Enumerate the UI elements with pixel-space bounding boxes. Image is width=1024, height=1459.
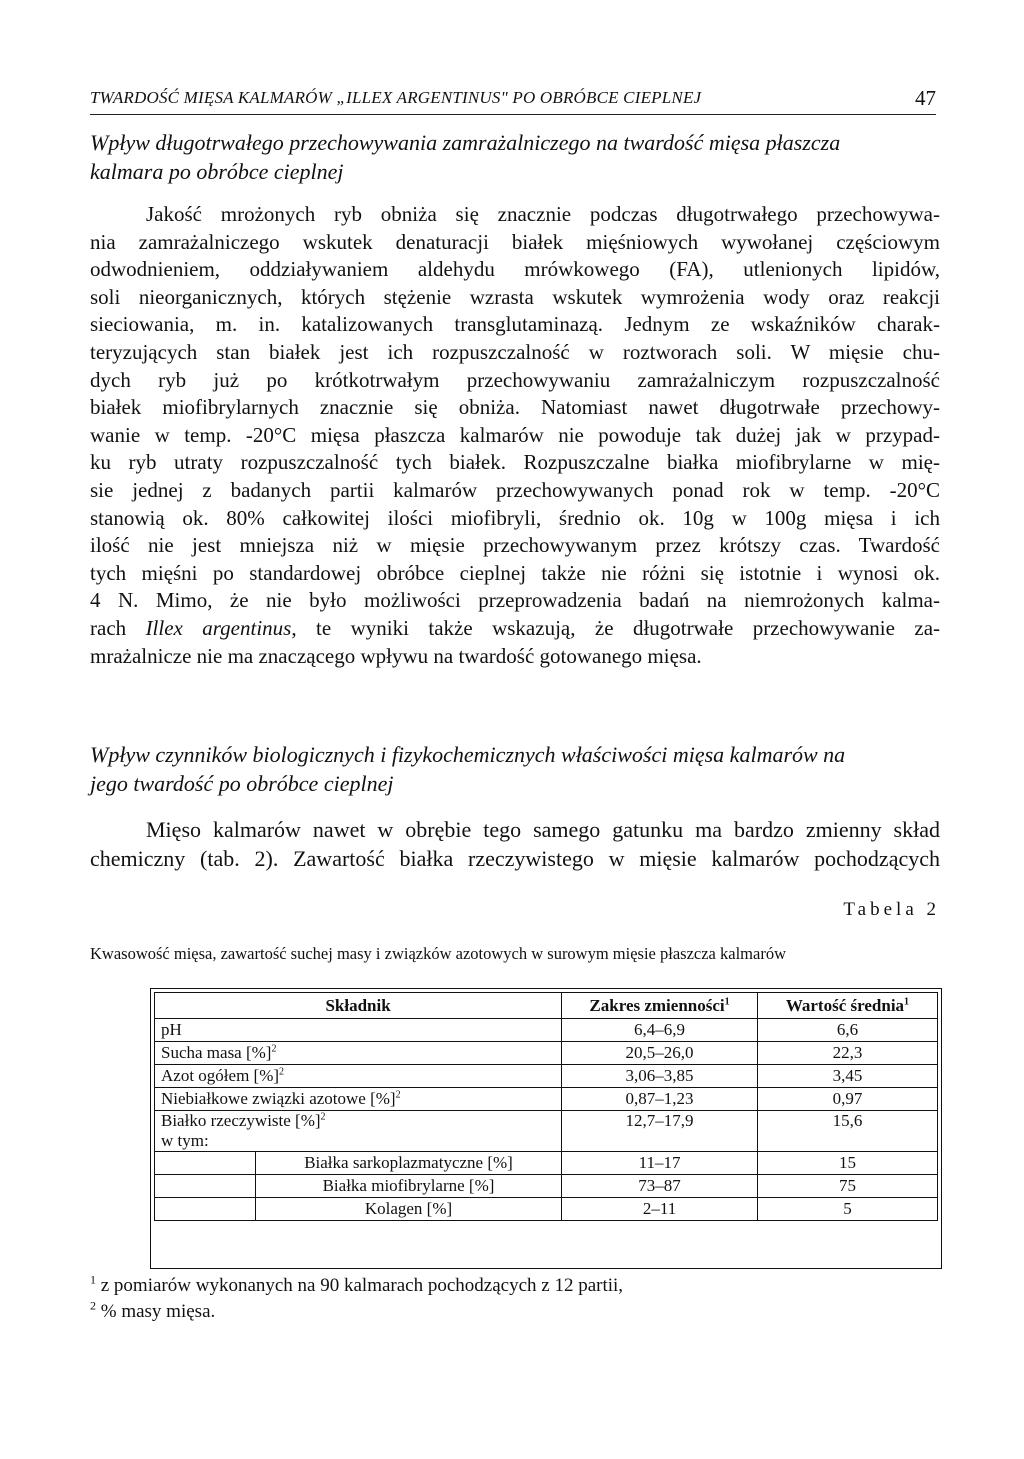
- text-line: dych ryb już po krótkotrwałym przechowywaniu zamrażalniczym rozpuszczalność: [90, 367, 940, 392]
- subrow-range: 73–87: [562, 1175, 758, 1198]
- text-line: tych mięśni po standardowej obróbce cieplnej także nie różni się istotnie i wynosi ok.: [90, 560, 940, 585]
- indent-cell: [155, 1175, 256, 1198]
- text-line: ku ryb utraty rozpuszczalność tych białek. Rozpuszczalne białka miofibrylarne w mię-: [90, 450, 940, 475]
- in-that-label: w tym:: [161, 1131, 209, 1150]
- row-name: Niebiałkowe związki azotowe [%]$^2$: [155, 1088, 562, 1111]
- text-line: Mięso kalmarów nawet w obrębie tego samego gatunku ma bardzo zmienny skład: [146, 817, 940, 842]
- subrow-mean: 75: [757, 1175, 937, 1198]
- row-name: Białko rzeczywiste [%]$^2$ w tym:: [155, 1111, 562, 1152]
- composition-table: [154, 992, 938, 1221]
- running-title: TWARDOŚĆ MIĘSA KALMARÓW „ILLEX ARGENTINUS" PO OBRÓBCE CIEPLNEJ: [90, 88, 702, 107]
- text-line: wanie w temp. -20°C mięsa płaszcza kalmarów nie powoduje tak dużej jak w przypad-: [90, 422, 940, 447]
- row-name: pH: [155, 1019, 562, 1042]
- text-line: Jakość mrożonych ryb obniża się znacznie podczas długotrwałego przechowywa-: [146, 202, 940, 226]
- text-line: soli nieorganicznych, których stężenie wzrasta wskutek wymrożenia wody oraz reakcji: [90, 284, 940, 309]
- text-line: [90, 615, 940, 643]
- text-line: stanowią ok. 80% całkowitej ilości miofibryli, średnio ok. 10g w 100g mięsa i ich: [90, 505, 940, 530]
- header-range: Zakres zmienności$^1$: [562, 993, 758, 1019]
- table-row: [155, 1042, 938, 1065]
- text-line: teryzujących stan białek jest ich rozpuszczalność w roztworach soli. W mięsie chu-: [90, 339, 940, 364]
- section-heading-line: Wpływ długotrwałego przechowywania zamrażalniczego na twardość mięsa płaszcza: [90, 130, 841, 155]
- subrow-name: Kolagen [%]: [255, 1198, 561, 1221]
- text-line: 4 N. Mimo, że nie było możliwości przeprowadzenia badań na niemrożonych kalma-: [90, 588, 940, 613]
- text-line: ilość nie jest mniejsza niż w mięsie przechowywanym przez krótszy czas. Twardość: [90, 533, 940, 558]
- indent-cell: [155, 1198, 256, 1221]
- row-range: 6,4–6,9: [562, 1019, 758, 1042]
- table-frame: [150, 988, 942, 1269]
- subrow-range: 2–11: [562, 1198, 758, 1221]
- row-mean: 6,6: [757, 1019, 937, 1042]
- text-line: chemiczny (tab. 2). Zawartość białka rzeczywistego w mięsie kalmarów pochodzących: [90, 846, 940, 871]
- table-row: [155, 1019, 938, 1042]
- row-mean: 22,3: [757, 1042, 937, 1065]
- row-range: 12,7–17,9: [562, 1111, 758, 1152]
- row-range: 3,06–3,85: [562, 1065, 758, 1088]
- species-name: Illex argentinus: [145, 615, 292, 640]
- subrow-mean: 15: [757, 1152, 937, 1175]
- table-subrow: [155, 1198, 938, 1221]
- footnote-1: $^1$ z pomiarów wykonanych na 90 kalmarach pochodzących z 12 partii,: [90, 1272, 624, 1296]
- paragraph-biological: [90, 815, 940, 873]
- table-caption: Kwasowość mięsa, zawartość suchej masy i związków azotowych w surowym mięsie płaszcza kalmarów: [90, 944, 786, 963]
- subrow-name: Białka miofibrylarne [%]: [255, 1175, 561, 1198]
- text-line: sieciowania, m. in. katalizowanych transglutaminazą. Jednym ze wskaźników charak-: [90, 312, 940, 337]
- running-header: [90, 86, 936, 115]
- row-range: 0,87–1,23: [562, 1088, 758, 1111]
- row-mean: 3,45: [757, 1065, 937, 1088]
- section-heading-storage: [90, 128, 940, 186]
- indent-cell: [155, 1152, 256, 1175]
- footnote-2: $^2$ % masy mięsa.: [90, 1298, 216, 1322]
- table-label: Tabela 2: [843, 899, 940, 920]
- table-row: [155, 1065, 938, 1088]
- section-heading-line: kalmara po obróbce cieplnej: [90, 159, 344, 184]
- table-subrow: [155, 1175, 938, 1198]
- row-name: Azot ogółem [%]$^2$: [155, 1065, 562, 1088]
- table-subrow: [155, 1152, 938, 1175]
- subrow-name: Białka sarkoplazmatyczne [%]: [255, 1152, 561, 1175]
- section-heading-biological: [90, 740, 940, 798]
- text-line: mrażalnicze nie ma znaczącego wpływu na twardość gotowanego mięsa.: [90, 643, 702, 668]
- row-name: Sucha masa [%]$^2$: [155, 1042, 562, 1065]
- text-line: sie jednej z badanych partii kalmarów przechowywanych ponad rok w temp. -20°C: [90, 477, 940, 502]
- header-mean: Wartość średnia$^1$: [757, 993, 937, 1019]
- section-heading-line: jego twardość po obróbce cieplnej: [90, 771, 394, 796]
- subrow-range: 11–17: [562, 1152, 758, 1175]
- table-row: [155, 1111, 938, 1152]
- text-line: odwodnieniem, oddziaływaniem aldehydu mrówkowego (FA), utlenionych lipidów,: [90, 257, 940, 282]
- header-component: Składnik: [155, 993, 562, 1019]
- row-mean: 15,6: [757, 1111, 937, 1152]
- table-row: [155, 1088, 938, 1111]
- table-header-row: [155, 993, 938, 1019]
- paragraph-storage: [90, 201, 940, 670]
- page-number: 47: [915, 86, 936, 110]
- section-heading-line: Wpływ czynników biologicznych i fizykochemicznych właściwości mięsa kalmarów na: [90, 742, 846, 767]
- text-line: białek miofibrylarnych znacznie się obniża. Natomiast nawet długotrwałe przechowy-: [90, 395, 940, 420]
- text-line: nia zamrażalniczego wskutek denaturacji białek mięśniowych wywołanej częściowym: [90, 229, 940, 254]
- subrow-mean: 5: [757, 1198, 937, 1221]
- text-fragment: rach: [90, 615, 146, 640]
- row-mean: 0,97: [757, 1088, 937, 1111]
- row-range: 20,5–26,0: [562, 1042, 758, 1065]
- text-fragment: , te wyniki także wskazują, że długotrwałe przechowywanie za-: [291, 615, 940, 640]
